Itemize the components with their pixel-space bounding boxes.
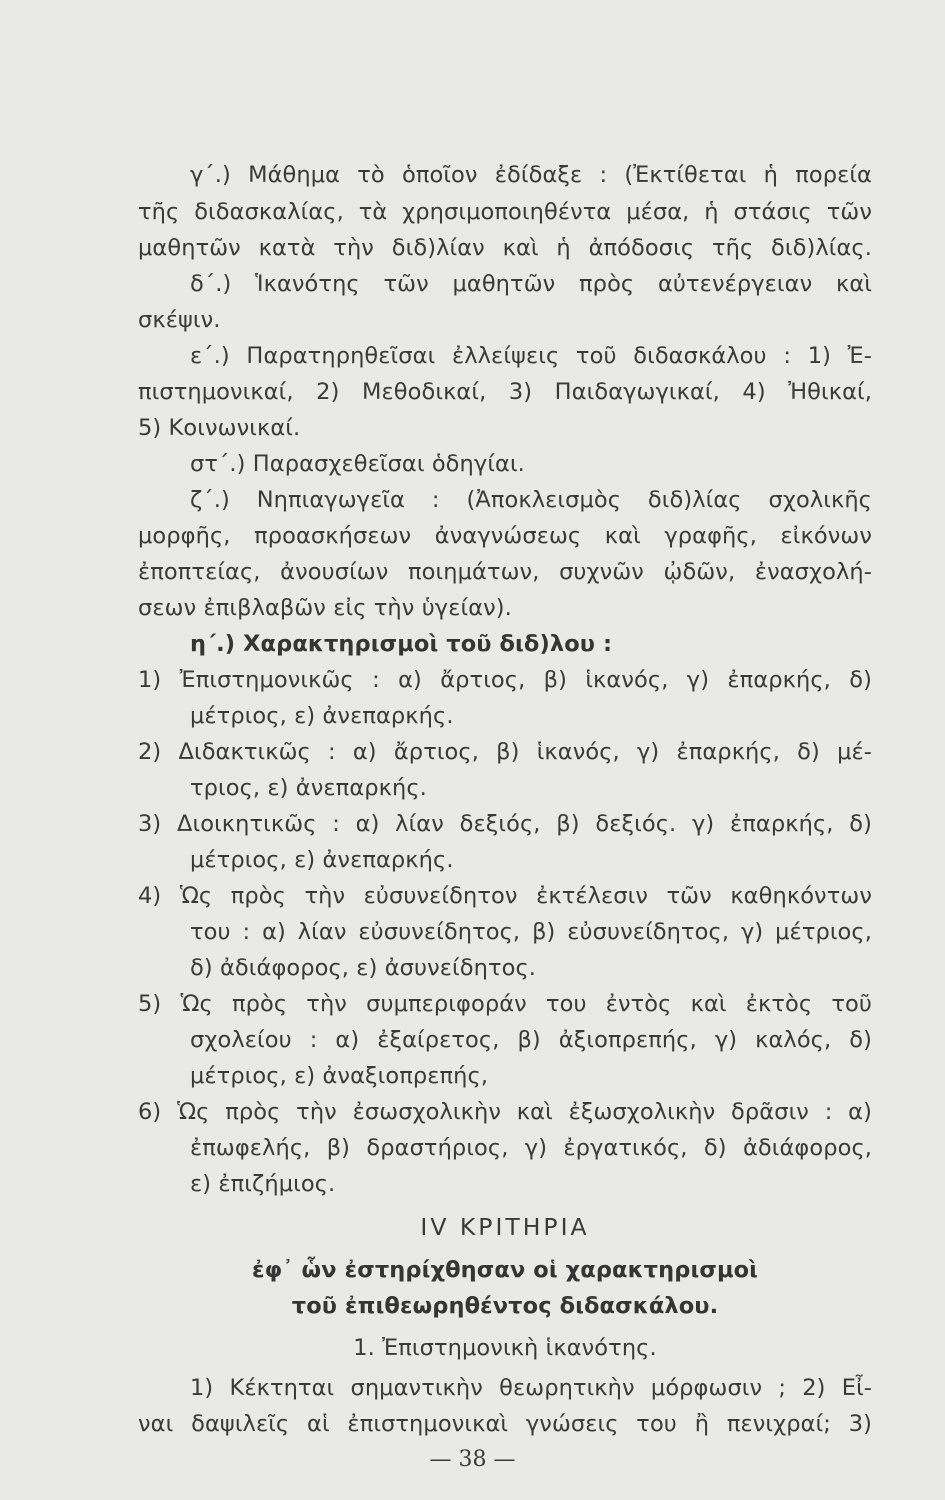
list-item: 4) Ὡς πρὸς τὴν εὐσυνείδητον ἐκτέλεσιν τῶν καθηκόντων — [138, 883, 872, 909]
section-heading: 1. Ἐπιστημονικὴ ἱκανότης. — [353, 1335, 657, 1361]
page-number: — 38 — — [429, 1447, 516, 1472]
text-line: ἐποπτείας, ἀνουσίων ποιημάτων, συχνῶν ᾠδῶν, ἐνασχολή- — [138, 559, 872, 585]
chapter-title: IV ΚΡΙΤΗΡΙΑ — [420, 1213, 590, 1241]
list-item: 2) Διδακτικῶς : α) ἄρτιος, β) ἱκανός, γ) ἐπαρκής, δ) μέ- — [138, 739, 872, 765]
chapter-subtitle: τοῦ ἐπιθεωρηθέντος διδασκάλου. — [291, 1293, 719, 1319]
text-line: μέτριος, ε) ἀνεπαρκής. — [190, 703, 454, 729]
text-line: μορφῆς, προασκήσεων ἀναγνώσεως καὶ γραφῆς, εἰκόνων — [138, 523, 872, 549]
chapter-subtitle: ἐφ᾽ ὧν ἐστηρίχθησαν οἱ χαρακτηρισμοὶ — [251, 1257, 759, 1283]
text-line: σχολείου : α) ἐξαίρετος, β) ἀξιοπρεπής, γ) καλός, δ) — [190, 1027, 872, 1053]
text-line: δ΄.) Ἱκανότης τῶν μαθητῶν πρὸς αὐτενέργειαν καὶ — [190, 271, 872, 297]
section-heading: η΄.) Χαρακτηρισμοὶ τοῦ διδ)λου : — [190, 631, 613, 657]
list-item: 5) Ὡς πρὸς τὴν συμπεριφοράν του ἐντὸς καὶ ἐκτὸς τοῦ — [138, 991, 872, 1017]
list-item: 3) Διοικητικῶς : α) λίαν δεξιός, β) δεξιός. γ) ἐπαρκής, δ) — [138, 811, 872, 837]
text-line: μαθητῶν κατὰ τὴν διδ)λίαν καὶ ἡ ἀπόδοσις τῆς διδ)λίας. — [138, 235, 872, 261]
text-line: τῆς διδασκαλίας, τὰ χρησιμοποιηθέντα μέσα, ἡ στάσις τῶν — [138, 199, 872, 225]
text-line: σεων ἐπιβλαβῶν εἰς τὴν ὑγείαν). — [138, 595, 512, 621]
text-line: γ΄.) Μάθημα τὸ ὁποῖον ἐδίδαξε : (Ἐκτίθεται ἡ πορεία — [190, 162, 872, 188]
list-item: 6) Ὡς πρὸς τὴν ἐσωσχολικὴν καὶ ἐξωσχολικὴν δρᾶσιν : α) — [138, 1099, 872, 1125]
text-line: στ΄.) Παρασχεθεῖσαι ὁδηγίαι. — [190, 451, 525, 477]
text-line: 1) Κέκτηται σημαντικὴν θεωρητικὴν μόρφωσιν ; 2) Εἶ- — [190, 1375, 872, 1401]
text-line: σκέψιν. — [138, 307, 221, 333]
text-line: ε΄.) Παρατηρηθεῖσαι ἐλλείψεις τοῦ διδασκάλου : 1) Ἐ- — [190, 343, 872, 369]
text-line: 5) Κοινωνικαί. — [138, 415, 301, 441]
text-line: τριος, ε) ἀνεπαρκής. — [190, 775, 427, 801]
text-line: μέτριος, ε) ἀνεπαρκής. — [190, 847, 454, 873]
text-line: ε) ἐπιζήμιος. — [190, 1171, 336, 1197]
text-line: μέτριος, ε) ἀναξιοπρεπής, — [190, 1063, 489, 1089]
text-line: ναι δαψιλεῖς αἱ ἐπιστημονικαὶ γνώσεις του ἢ πενιχραί; 3) — [138, 1411, 872, 1437]
text-line: του : α) λίαν εὐσυνείδητος, β) εὐσυνείδητος, γ) μέτριος, — [190, 919, 872, 945]
text-line: πιστημονικαί, 2) Μεθοδικαί, 3) Παιδαγωγικαί, 4) Ἠθικαί, — [138, 379, 872, 405]
text-line: δ) ἀδιάφορος, ε) ἀσυνείδητος. — [190, 955, 537, 981]
text-line: ἐπωφελής, β) δραστήριος, γ) ἐργατικός, δ) ἀδιάφορος, — [190, 1135, 872, 1161]
list-item: 1) Ἐπιστημονικῶς : α) ἄρτιος, β) ἱκανός, γ) ἐπαρκής, δ) — [138, 667, 872, 693]
text-line: ζ΄.) Νηπιαγωγεῖα : (Ἀποκλεισμὸς διδ)λίας σχολικῆς — [190, 487, 872, 513]
